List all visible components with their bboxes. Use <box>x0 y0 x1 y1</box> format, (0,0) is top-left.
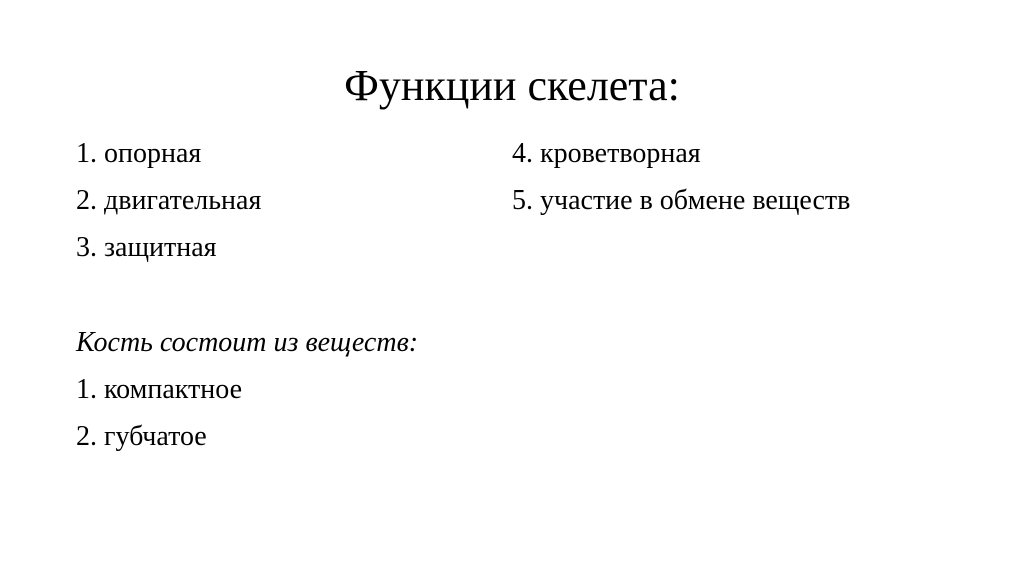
function-item-2: 2. двигательная <box>76 185 262 216</box>
function-item-5: 5. участие в обмене веществ <box>512 185 851 216</box>
bone-substance-2: 2. губчатое <box>76 421 207 452</box>
slide-title: Функции скелета: <box>344 61 680 110</box>
function-item-1: 1. опорная <box>76 138 202 169</box>
bone-composition <box>76 319 418 460</box>
function-item-4: 4. кроветворная <box>512 138 701 169</box>
function-item-3: 3. защитная <box>76 232 217 263</box>
bone-substance-1: 1. компактное <box>76 374 243 405</box>
functions-list-right <box>512 130 850 224</box>
functions-list-left <box>76 130 261 271</box>
bone-heading: Кость состоит из веществ: <box>76 327 419 358</box>
